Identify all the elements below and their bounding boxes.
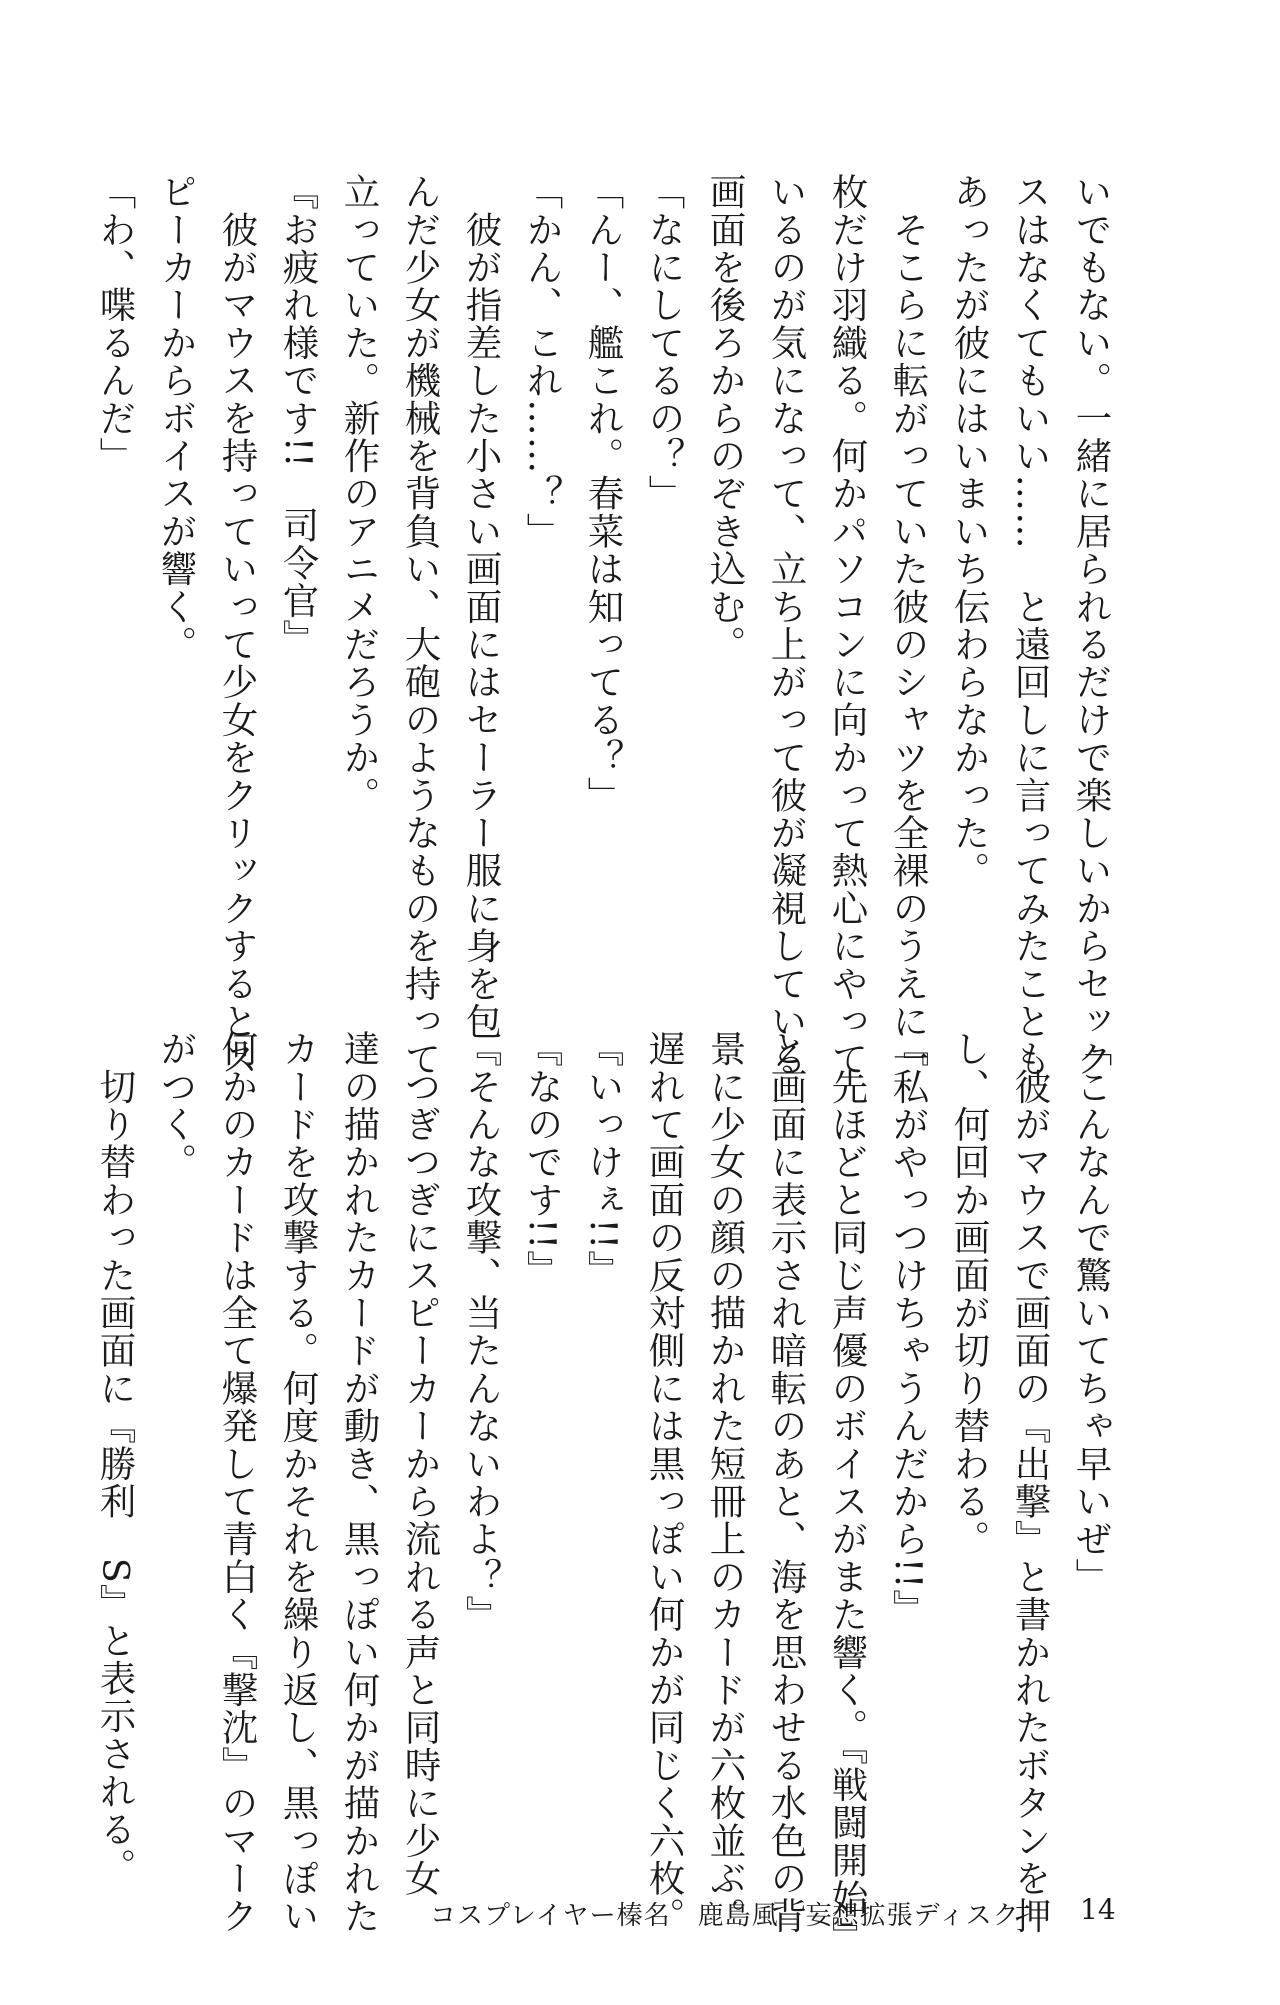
text-line: 彼が指差した小さい画面にはセーラー服に身を包	[460, 173, 503, 1041]
text-line: ピーカーからボイスが響く。	[155, 173, 198, 664]
text-line: 先ほどと同じ声優のボイスがまた響く。『戦闘開始』	[826, 1030, 869, 1955]
text-line: 景に少女の顔の描かれた短冊上のカードが六枚並ぶ。	[704, 1030, 747, 1935]
footer-page-number: 14	[1080, 1893, 1116, 1926]
text-line: 『なのです!!』	[521, 1030, 564, 1288]
text-line: 『いっけぇ!!』	[582, 1030, 625, 1288]
footer-book-title: コスプレイヤー榛名 鹿島風 妄想拡張ディスク	[430, 1901, 1020, 1931]
text-line: つぎつぎにスピーカーから流れる声と同時に少女	[399, 1030, 442, 1898]
text-line: 『私がやっつけちゃうんだから!!』	[887, 1030, 930, 1628]
text-line: 「んー、艦これ。春菜は知ってる？」	[582, 173, 625, 814]
text-line: 遅れて画面の反対側には黒っぽい何かが同じく六枚。	[643, 1030, 686, 1935]
text-line: 彼がマウスで画面の『出撃』と書かれたボタンを押	[1009, 1030, 1052, 1935]
text-line: 「なにしてるの？」	[643, 173, 686, 513]
text-line: あったが彼にはいまいち伝わらなかった。	[948, 173, 991, 890]
text-line: カードを攻撃する。何度かそれを繰り返し、黒っぽい	[277, 1030, 320, 1935]
text-line: 「わ、喋るんだ」	[94, 173, 137, 475]
text-line: 何かのカードは全て爆発して青白く『撃沈』のマーク	[216, 1030, 259, 1935]
text-line: 画面を後ろからのぞき込む。	[704, 173, 747, 664]
text-line: 「かん、これ……？」	[521, 173, 564, 550]
text-line: いでもない。一緒に居られるだけで楽しいからセック	[1070, 173, 1113, 1078]
text-line: 立っていた。新作のアニメだろうか。	[338, 173, 381, 814]
text-line: 枚だけ羽織る。何かパソコンに向かって熱心にやって	[826, 173, 869, 1078]
text-line: 彼がマウスを持っていって少女をクリックするとス	[216, 173, 259, 1078]
text-line: いるのが気になって、立ち上がって彼が凝視している	[765, 173, 808, 1078]
text-line: 『お疲れ様です!! 司令官』	[277, 173, 320, 658]
text-line: がつく。	[155, 1030, 198, 1181]
text-line: 『そんな攻撃、当たんないわよ？』	[460, 1030, 503, 1634]
text-block-top	[94, 173, 1122, 1078]
text-line: 達の描かれたカードが動き、黒っぽい何かが描かれた	[338, 1030, 381, 1935]
text-line: し、何回か画面が切り替わる。	[948, 1030, 991, 1558]
text-line: 切り替わった画面に『勝利 S』と表示される。	[94, 1030, 137, 1886]
text-line: そこらに転がっていた彼のシャツを全裸のうえに一	[887, 173, 930, 1078]
text-line: スはなくてもいい…… と遠回しに言ってみたことも	[1009, 173, 1052, 1078]
text-line: と画面に表示され暗転のあと、海を思わせる水色の背	[765, 1030, 808, 1935]
text-line: んだ少女が機械を背負い、大砲のようなものを持って	[399, 173, 442, 1078]
text-line: 「こんなんで驚いてちゃ早いぜ」	[1070, 1030, 1113, 1596]
